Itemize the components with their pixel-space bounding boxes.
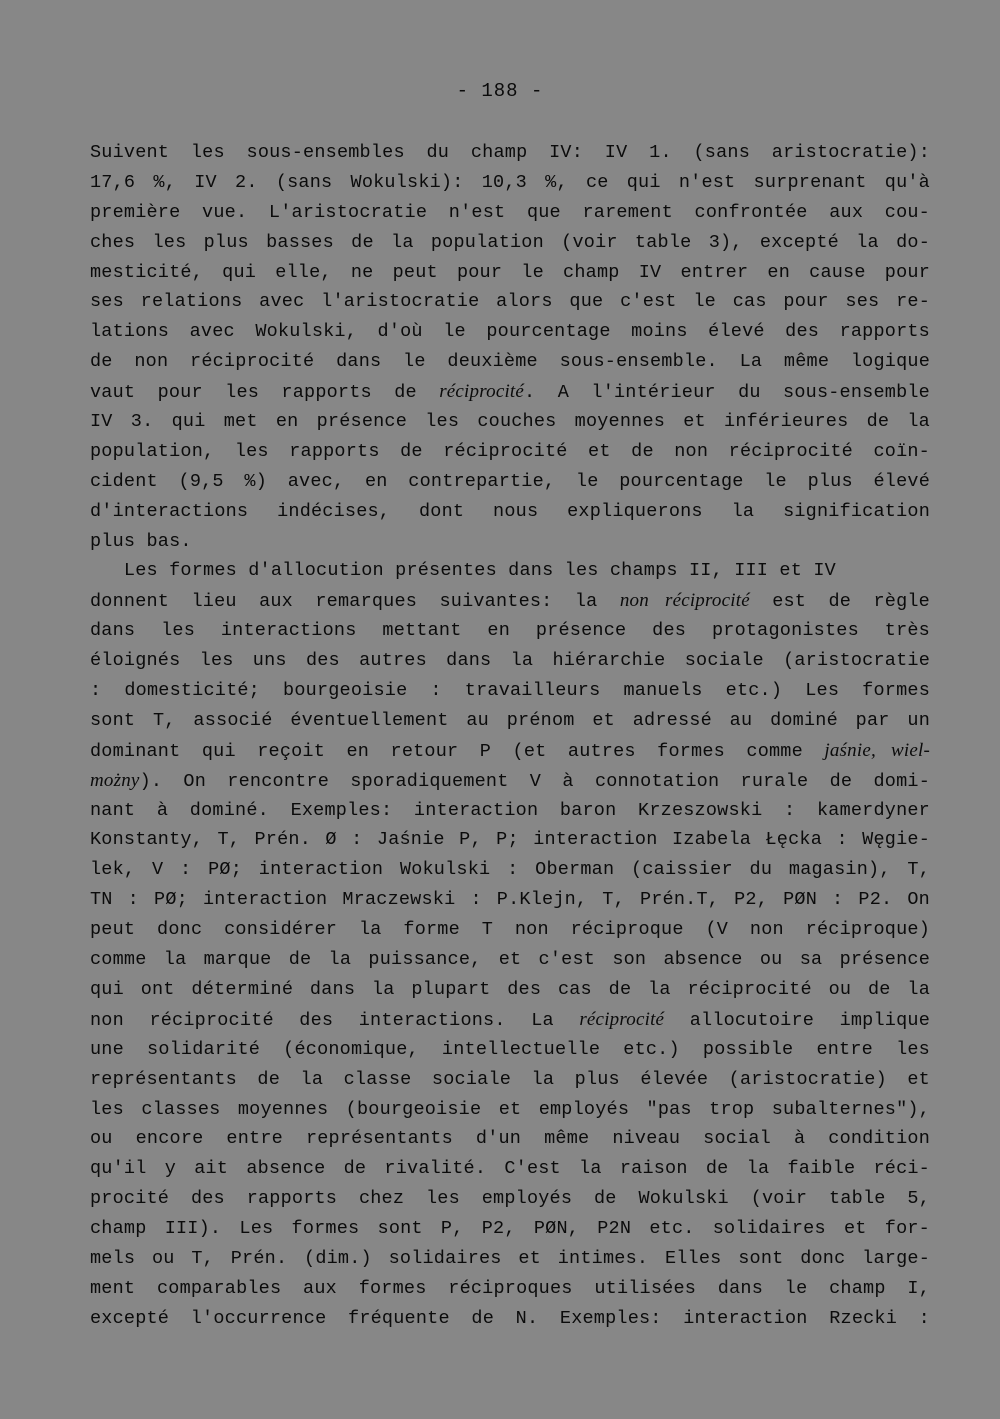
text-segment: ). On rencontre sporadiquement V à connotation rurale de domi-	[139, 770, 930, 792]
text-line	[90, 168, 930, 198]
text-segment: cident (9,5 %) avec, en contrepartie, le pourcentage le plus élevé	[90, 470, 930, 492]
text-line	[90, 646, 930, 676]
text-segment: Konstanty, T, Prén. Ø : Jaśnie P, P; interaction Izabela Łęcka : Węgie-	[90, 829, 930, 851]
text-segment: d'interactions indécises, dont nous expliquerons la signification	[90, 500, 930, 522]
text-line	[90, 1124, 930, 1154]
text-line	[90, 228, 930, 258]
body-text	[90, 138, 930, 1334]
text-line	[90, 497, 930, 527]
text-line	[90, 706, 930, 736]
text-line	[90, 407, 930, 437]
text-segment: lations avec Wokulski, d'où le pourcentage moins élevé des rapports	[90, 321, 930, 343]
text-segment: plus bas.	[90, 530, 192, 552]
text-segment: ses relations avec l'aristocratie alors que c'est le cas pour ses re-	[90, 291, 930, 313]
text-segment: peut donc considérer la forme T non réciproque (V non réciproque)	[90, 919, 930, 941]
text-line	[90, 1244, 930, 1274]
text-segment: donnent lieu aux remarques suivantes: la	[90, 591, 620, 613]
text-segment: qui ont déterminé dans la plupart des cas de la réciprocité ou de la	[90, 978, 930, 1000]
text-segment: comme la marque de la puissance, et c'est son absence ou sa présence	[90, 949, 930, 971]
italic-text-segment: możny	[90, 769, 140, 791]
text-line	[90, 975, 930, 1005]
text-segment: procité des rapports chez les employés de Wokulski (voir table 5,	[90, 1188, 930, 1210]
text-segment: population, les rapports de réciprocité et de non réciprocité coïn-	[90, 440, 930, 462]
text-segment: représentants de la classe sociale la plus élevée (aristocratie) et	[90, 1068, 930, 1090]
text-segment: sont T, associé éventuellement au prénom et adressé au dominé par un	[90, 709, 930, 731]
text-line	[90, 796, 930, 826]
text-line	[90, 616, 930, 646]
text-line	[90, 317, 930, 347]
text-line	[90, 1095, 930, 1125]
page-number: - 188 -	[456, 80, 544, 102]
text-segment: les classes moyennes (bourgeoisie et employés "pas trop subalternes"),	[90, 1098, 930, 1120]
text-segment: allocutoire implique	[664, 1009, 930, 1031]
text-segment: Les formes d'allocution présentes dans les champs II, III et IV	[90, 560, 836, 582]
text-segment: champ III). Les formes sont P, P2, PØN, P2N etc. solidaires et for-	[90, 1218, 930, 1240]
text-segment: non réciprocité des interactions. La	[90, 1009, 580, 1031]
text-segment: : domesticité; bourgeoisie : travailleurs manuels etc.) Les formes	[90, 680, 930, 702]
text-line	[90, 586, 930, 616]
text-line	[90, 945, 930, 975]
text-line	[90, 825, 930, 855]
text-segment: mesticité, qui elle, ne peut pour le champ IV entrer en cause pour	[90, 261, 930, 283]
text-segment: une solidarité (économique, intellectuelle etc.) possible entre les	[90, 1038, 930, 1060]
text-segment: excepté l'occurrence fréquente de N. Exemples: interaction Rzecki :	[90, 1307, 930, 1329]
text-line	[90, 1214, 930, 1244]
text-line	[90, 556, 930, 586]
text-line	[90, 1154, 930, 1184]
text-segment: IV 3. qui met en présence les couches moyennes et inférieures de la	[90, 411, 930, 433]
text-line	[90, 915, 930, 945]
text-line	[90, 467, 930, 497]
text-line	[90, 347, 930, 377]
italic-text-segment: jaśnie, wiel-	[824, 739, 930, 761]
text-segment: Suivent les sous-ensembles du champ IV: IV 1. (sans aristocratie):	[90, 142, 930, 163]
text-segment: mels ou T, Prén. (dim.) solidaires et intimes. Elles sont donc large-	[90, 1247, 930, 1269]
text-segment: TN : PØ; interaction Mraczewski : P.Klejn, T, Prén.T, P2, PØN : P2. On	[90, 889, 930, 911]
text-segment: qu'il y ait absence de rivalité. C'est la raison de la faible réci-	[90, 1158, 930, 1180]
text-line	[90, 736, 930, 766]
text-segment: éloignés les uns des autres dans la hiérarchie sociale (aristocratie	[90, 650, 930, 672]
text-line	[90, 855, 930, 885]
italic-text-segment: réciprocité	[439, 381, 525, 403]
text-segment: ment comparables aux formes réciproques utilisées dans le champ I,	[90, 1277, 930, 1299]
text-segment: nant à dominé. Exemples: interaction baron Krzeszowski : kamerdyner	[90, 799, 930, 821]
text-line	[90, 437, 930, 467]
text-segment: dominant qui reçoit en retour P (et autres formes comme	[90, 740, 825, 762]
text-segment: . A l'intérieur du sous-ensemble	[524, 382, 930, 404]
text-line	[90, 527, 930, 557]
text-line	[90, 885, 930, 915]
text-segment: ches les plus basses de la population (voir table 3), excepté la do-	[90, 231, 930, 253]
italic-text-segment: réciprocité	[579, 1008, 665, 1030]
text-segment: vaut pour les rapports de	[90, 382, 440, 404]
text-segment: de non réciprocité dans le deuxième sous-ensemble. La même logique	[90, 351, 930, 373]
text-line	[90, 198, 930, 228]
text-line	[90, 287, 930, 317]
text-segment: première vue. L'aristocratie n'est que rarement confrontée aux cou-	[90, 201, 930, 223]
text-line	[90, 258, 930, 288]
text-line	[90, 1184, 930, 1214]
text-line	[90, 766, 930, 796]
text-line	[90, 138, 930, 168]
text-line	[90, 1274, 930, 1304]
text-segment: lek, V : PØ; interaction Wokulski : Oberman (caissier du magasin), T,	[90, 859, 930, 881]
text-line	[90, 1005, 930, 1035]
italic-text-segment: non réciprocité	[619, 590, 750, 612]
text-segment: dans les interactions mettant en présence des protagonistes très	[90, 620, 930, 642]
text-line	[90, 1304, 930, 1334]
text-segment: 17,6 %, IV 2. (sans Wokulski): 10,3 %, ce qui n'est surprenant qu'à	[90, 171, 930, 193]
text-line	[90, 1035, 930, 1065]
text-line	[90, 676, 930, 706]
text-segment: est de règle	[749, 591, 930, 613]
text-line	[90, 377, 930, 407]
text-segment: ou encore entre représentants d'un même niveau social à condition	[90, 1128, 930, 1150]
text-line	[90, 1065, 930, 1095]
